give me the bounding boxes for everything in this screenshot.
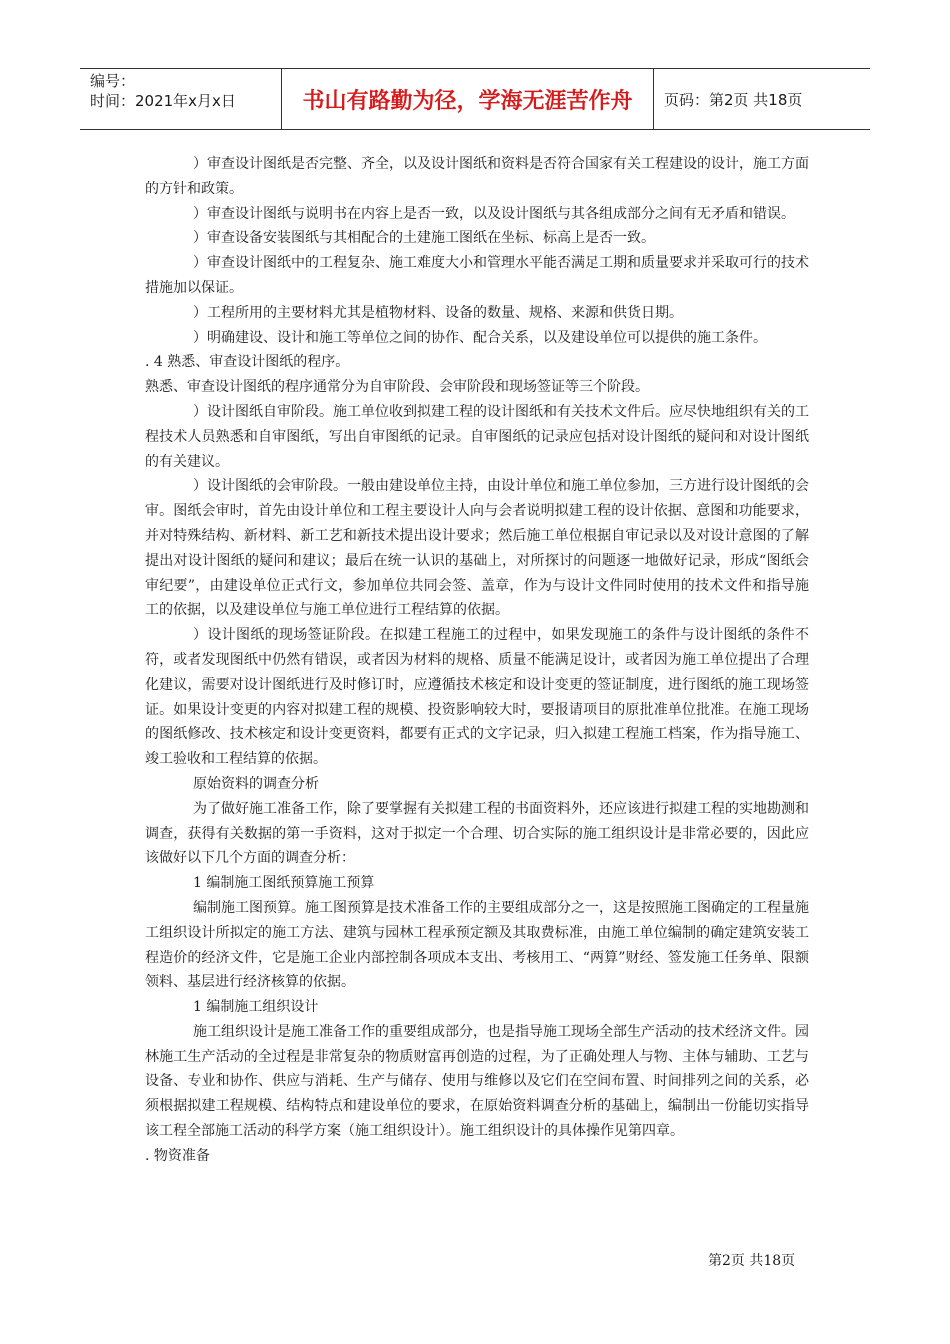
body-paragraph: . 4 熟悉、审查设计图纸的程序。	[145, 354, 350, 371]
body-paragraph: 原始资料的调查分析	[193, 775, 319, 792]
body-paragraph: 熟悉、审查设计图纸的程序通常分为自审阶段、会审阶段和现场签证等三个阶段。	[145, 379, 649, 396]
body-paragraph: ）审查设备安装图纸与其相配合的土建施工图纸在坐标、标高上是否一致。	[193, 230, 655, 247]
body-paragraph: 编制施工图预算。施工图预算是技术准备工作的主要组成部分之一，这是按照施工图确定的工程量施工组织设计所拟定的施工方法、建筑与园林工程承预定额及其取费标准，由施工单位编制的确定建筑安装工程造价的经济文件，它是施工企业内部控制各项成本支出、考核用工、“两算”财经、签发施工任务单、限额领料、基层进行经济核算的依据。	[145, 899, 809, 991]
body-paragraph: ）工程所用的主要材料尤其是植物材料、设备的数量、规格、来源和供货日期。	[193, 304, 683, 321]
document-number-label: 编号：	[90, 72, 136, 90]
body-paragraph: 1 编制施工组织设计	[193, 999, 319, 1016]
body-paragraph: ）明确建设、设计和施工等单位之间的协作、配合关系，以及建设单位可以提供的施工条件。	[193, 329, 767, 346]
header-page-number: 页码：第2页 共18页	[664, 90, 803, 109]
page-footer: 第2页 共18页	[708, 1253, 796, 1269]
body-paragraph: ）设计图纸的会审阶段。一般由建设单位主持，由设计单位和施工单位参加，三方进行设计图纸的会审。图纸会审时，首先由设计单位和工程主要设计人向与会者说明拟建工程的设计依据、意图和功能要求，并对特殊结构、新材料、新工艺和新技术提出设计要求；然后施工单位根据自审记录以及对设计意图的了解提出对设计图纸的疑问和建议；最后在统一认识的基础上，对所探讨的问题逐一地做好记录，形成“图纸会审纪要”，由建设单位正式行文，参加单位共同会签、盖章，作为与设计文件同时使用的技术文件和指导施工的依据，以及建设单位与施工单位进行工程结算的依据。	[145, 478, 809, 619]
header-motto: 书山有路勤为径，学海无涯苦作舟	[282, 69, 654, 129]
body-paragraph: 施工组织设计是施工准备工作的重要组成部分，也是指导施工现场全部生产活动的技术经济文件。园林施工生产活动的全过程是非常复杂的物质财富再创造的过程，为了正确处理人与物、主体与辅助、工艺与设备、专业和协作、供应与消耗、生产与储存、使用与维修以及它们在空间布置、时间排列之间的关系，必须根据拟建工程规模、结构特点和建设单位的要求，在原始资料调查分析的基础上，编制出一份能切实指导该工程全部施工活动的科学方案（施工组织设计）。施工组织设计的具体操作见第四章。	[145, 1023, 809, 1140]
body-paragraph: ）设计图纸自审阶段。施工单位收到拟建工程的设计图纸和有关技术文件后。应尽快地组织有关的工程技术人员熟悉和自审图纸，写出自审图纸的记录。自审图纸的记录应包括对设计图纸的疑问和对设计图纸的有关建议。	[145, 403, 809, 470]
header-meta	[80, 69, 282, 129]
body-paragraph: 1 编制施工图纸预算施工预算	[193, 875, 375, 892]
document-date: 时间：2021年x月x日	[90, 92, 236, 110]
body-paragraph: ）审查设计图纸与说明书在内容上是否一致，以及设计图纸与其各组成部分之间有无矛盾和错误。	[193, 205, 795, 222]
body-paragraph: ）设计图纸的现场签证阶段。在拟建工程施工的过程中，如果发现施工的条件与设计图纸的条件不符，或者发现图纸中仍然有错误，或者因为材料的规格、质量不能满足设计，或者因为施工单位提出了合理化建议，需要对设计图纸进行及时修订时，应遵循技术核定和设计变更的签证制度，进行图纸的施工现场签证。如果设计变更的内容对拟建工程的规模、投资影响较大时，要报请项目的原批准单位批准。在施工现场的图纸修改、技术核定和设计变更资料，都要有正式的文字记录，归入拟建工程施工档案，作为指导施工、竣工验收和工程结算的依据。	[145, 627, 809, 768]
document-body	[145, 152, 809, 1169]
body-paragraph: . 物资准备	[145, 1147, 210, 1164]
body-paragraph: 为了做好施工准备工作，除了要掌握有关拟建工程的书面资料外，还应该进行拟建工程的实地勘测和调查，获得有关数据的第一手资料，这对于拟定一个合理、切合实际的施工组织设计是非常必要的，因此应该做好以下几个方面的调查分析：	[145, 800, 809, 867]
body-paragraph: ）审查设计图纸中的工程复杂、施工难度大小和管理水平能否满足工期和质量要求并采取可行的技术措施加以保证。	[145, 255, 809, 296]
page-header	[80, 68, 870, 130]
body-paragraph: ）审查设计图纸是否完整、齐全，以及设计图纸和资料是否符合国家有关工程建设的设计，施工方面的方针和政策。	[145, 156, 809, 197]
